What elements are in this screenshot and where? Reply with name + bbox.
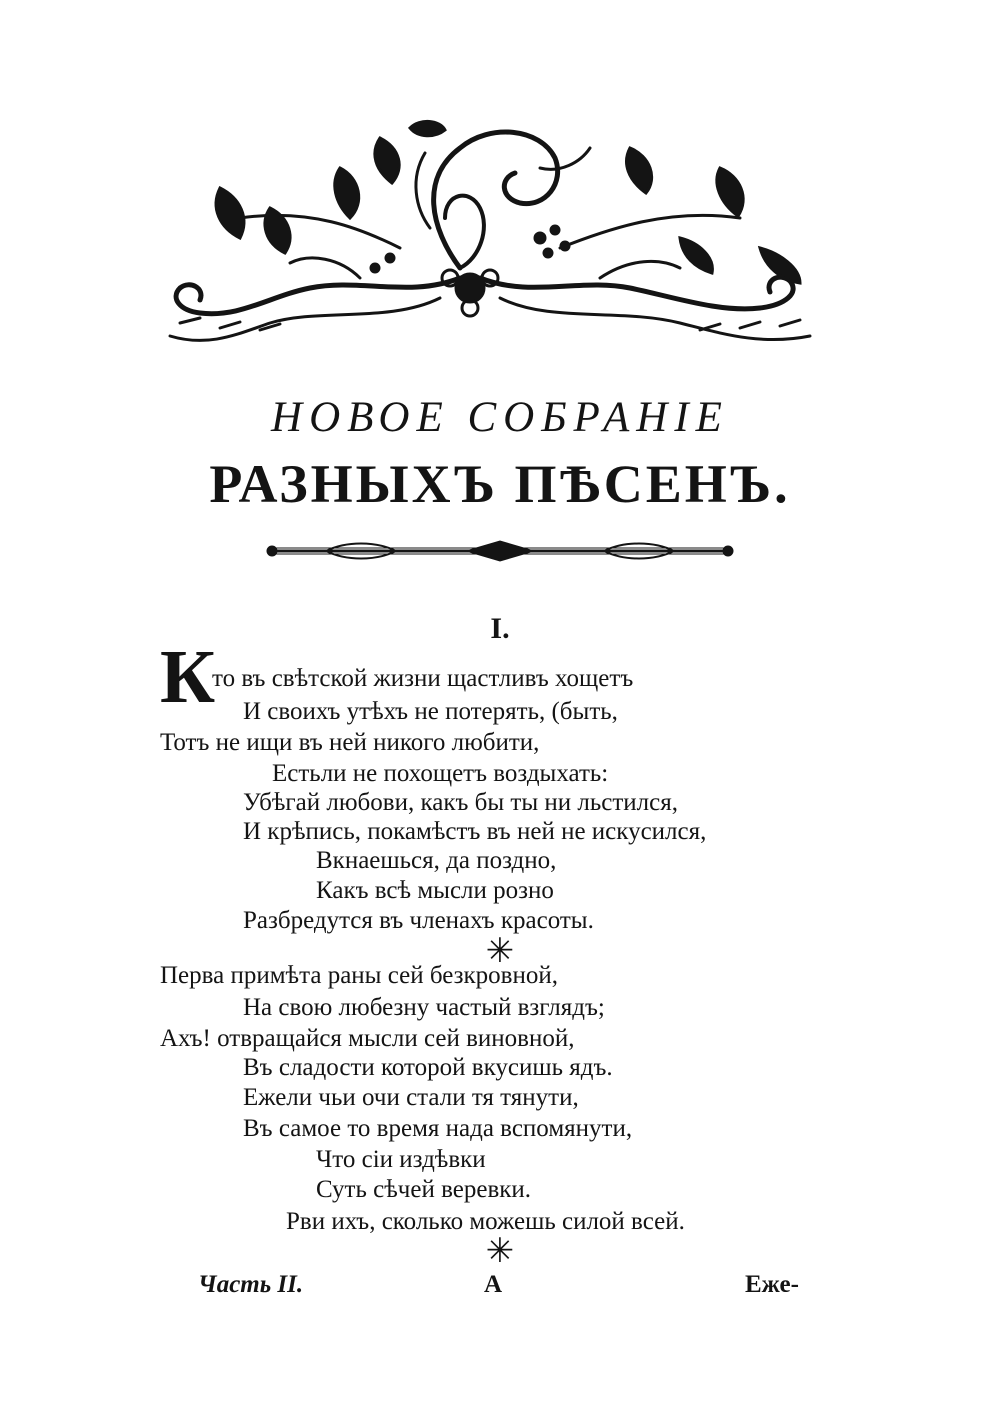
stanza1-line-2: И своихъ утѣхъ не потерять, (быть,	[243, 698, 618, 725]
stanza1-line-9: Разбредутся въ членахъ красоты.	[243, 907, 594, 934]
stanza2-line-3: Ахъ! отвращайся мысли сей виновной,	[160, 1025, 575, 1052]
ornamental-rule	[266, 536, 734, 566]
title-line-2: РАЗНЫХЪ ПѢСЕНЪ.	[209, 454, 791, 514]
signature-mark: А	[484, 1271, 503, 1298]
song-number: I.	[490, 612, 510, 645]
stanza1-line-7: Вкнаешься, да поздно,	[316, 847, 557, 874]
stanza-separator: ✳	[485, 931, 515, 971]
stanza1-line-6: И крѣпись, покамѣстъ въ ней не искусился,	[243, 818, 707, 845]
catchword: Еже-	[745, 1271, 799, 1298]
stanza2-line-7: Что сiи издѣвки	[316, 1146, 486, 1173]
stanza1-line-5: Убѣгай любови, какъ бы ты ни льстился,	[243, 789, 678, 816]
stanza2-line-6: Въ самое то время нада вспомянути,	[243, 1115, 633, 1142]
stanza2-line-8: Суть сѣчей веревки.	[316, 1176, 532, 1203]
headpiece-ornament	[160, 108, 820, 368]
stanza1-line-4: Естьли не похощетъ воздыхать:	[272, 760, 609, 787]
stanza2-line-9: Рви ихъ, сколько можешь силой всей.	[286, 1208, 685, 1235]
stanza1-line-1: то въ свѣтской жизни щастливъ хощетъ	[212, 665, 634, 692]
stanza2-line-1: Перва примѣта раны сей безкровной,	[160, 962, 558, 989]
stanza2-line-5: Ежели чьи очи стали тя тянути,	[243, 1084, 579, 1111]
stanza2-line-2: На свою любезну частый взглядъ;	[243, 994, 605, 1021]
stanza-separator-end: ✳	[485, 1231, 515, 1271]
stanza1-line-3: Тотъ не ищи въ ней никого любити,	[160, 729, 540, 756]
stanza1-line-8: Какъ всѣ мысли розно	[316, 877, 554, 904]
drop-cap: К	[160, 635, 216, 719]
part-label: Часть II.	[198, 1271, 304, 1298]
title-line-1: НОВОЕ СОБРАНIЕ	[271, 394, 729, 441]
stanza2-line-4: Въ сладости которой вкусишь ядъ.	[243, 1054, 613, 1081]
